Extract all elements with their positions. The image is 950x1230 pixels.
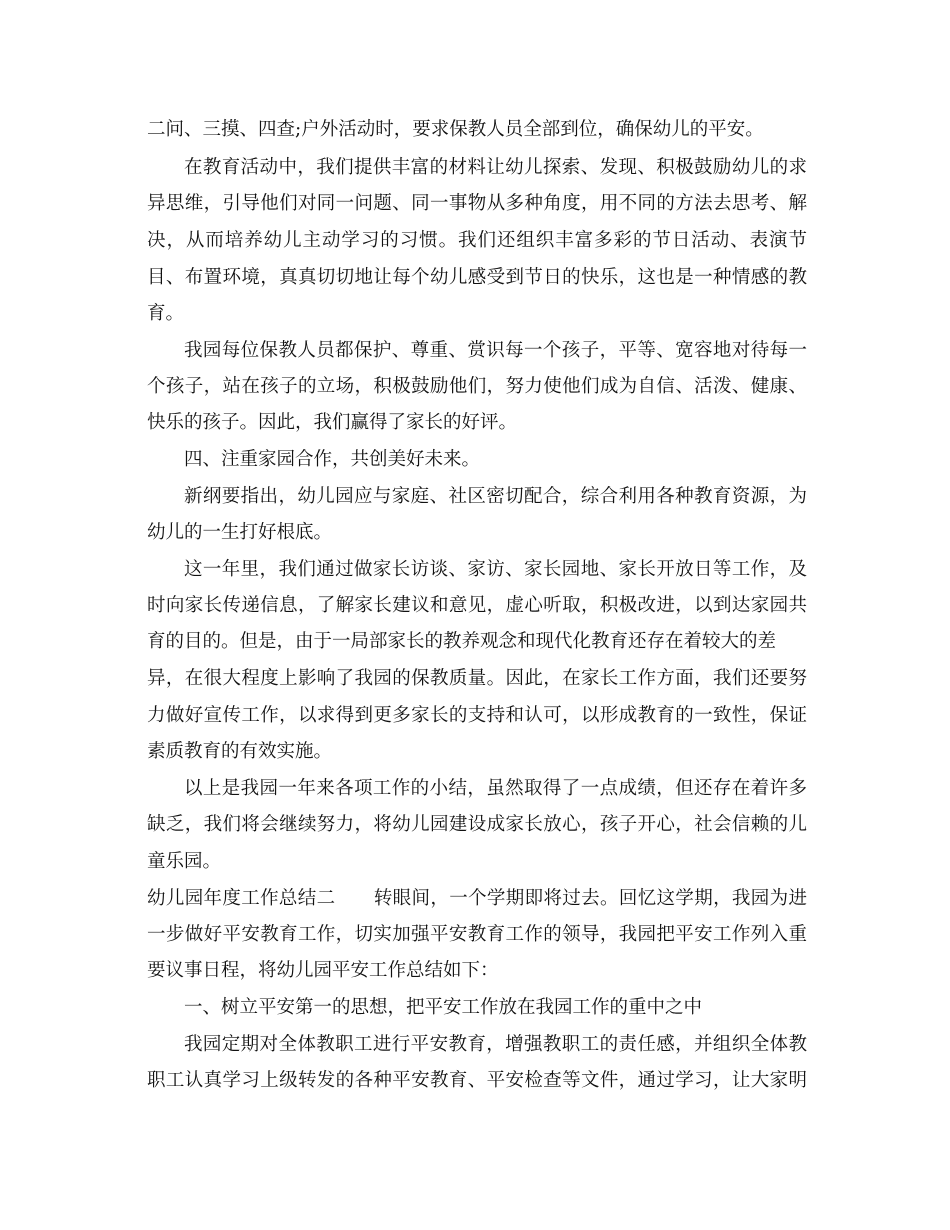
subtitle-line bbox=[147, 887, 807, 911]
text-line: 我园每位保教人员都保护、尊重、赏识每一个孩子，平等、宽容地对待每一 bbox=[184, 340, 807, 361]
text-line: 在教育活动中，我们提供丰富的材料让幼儿探索、发现、积极鼓励幼儿的求 bbox=[184, 157, 807, 178]
text-line: 职工认真学习上级转发的各种平安教育、平安检查等文件，通过学习，让大家明 bbox=[147, 1070, 807, 1091]
text-line: 力做好宣传工作，以求得到更多家长的支持和认可，以形成教育的一致性，保证 bbox=[147, 705, 807, 726]
text-line: 童乐园。 bbox=[147, 851, 222, 872]
text-line: 二问、三摸、四查;户外活动时，要求保教人员全部到位，确保幼儿的平安。 bbox=[147, 119, 764, 140]
text-line: 这一年里，我们通过做家长访谈、家访、家长园地、家长开放日等工作，及 bbox=[184, 559, 807, 580]
text-line: 幼儿的一生打好根底。 bbox=[147, 522, 333, 543]
text-line: 育的目的。但是，由于一局部家长的教养观念和现代化教育还存在着较大的差 bbox=[147, 631, 777, 652]
section-heading: 四、注重家园合作，共创美好未来。 bbox=[184, 449, 481, 470]
text-line: 要议事日程，将幼儿园平安工作总结如下： bbox=[147, 960, 499, 981]
text-line: 我园定期对全体教职工进行平安教育，增强教职工的责任感，并组织全体教 bbox=[184, 1034, 807, 1055]
text-line: 育。 bbox=[147, 303, 185, 324]
text-line: 以上是我园一年来各项工作的小结，虽然取得了一点成绩，但还存在着许多 bbox=[184, 778, 807, 799]
text-line: 个孩子，站在孩子的立场，积极鼓励他们，努力使他们成为自信、活泼、健康、 bbox=[147, 376, 807, 397]
text-line: 决，从而培养幼儿主动学习的习惯。我们还组织丰富多彩的节日活动、表演节 bbox=[147, 230, 807, 251]
article-subtitle: 幼儿园年度工作总结二 bbox=[147, 888, 336, 909]
text-segment: 转眼间，一个学期即将过去。回忆这学期，我园为进 bbox=[373, 888, 807, 909]
section-heading: 一、树立平安第一的思想，把平安工作放在我园工作的重中之中 bbox=[184, 997, 703, 1018]
text-line: 时向家长传递信息，了解家长建议和意见，虚心听取，积极改进，以到达家园共 bbox=[147, 595, 807, 616]
text-line: 目、布置环境，真真切切地让每个幼儿感受到节日的快乐，这也是一种情感的教 bbox=[147, 267, 807, 288]
text-line: 一步做好平安教育工作，切实加强平安教育工作的领导，我园把平安工作列入重 bbox=[147, 924, 807, 945]
text-line: 新纲要指出，幼儿园应与家庭、社区密切配合，综合利用各种教育资源，为 bbox=[184, 486, 807, 507]
text-line: 异，在很大程度上影响了我园的保教质量。因此，在家长工作方面，我们还要努 bbox=[147, 668, 807, 689]
text-line: 缺乏，我们将会继续努力，将幼儿园建设成家长放心，孩子开心，社会信赖的儿 bbox=[147, 814, 807, 835]
text-line: 快乐的孩子。因此，我们赢得了家长的好评。 bbox=[147, 412, 518, 433]
text-line: 异思维，引导他们对同一问题、同一事物从多种角度，用不同的方法去思考、解 bbox=[147, 193, 807, 214]
text-line: 素质教育的有效实施。 bbox=[147, 741, 333, 762]
